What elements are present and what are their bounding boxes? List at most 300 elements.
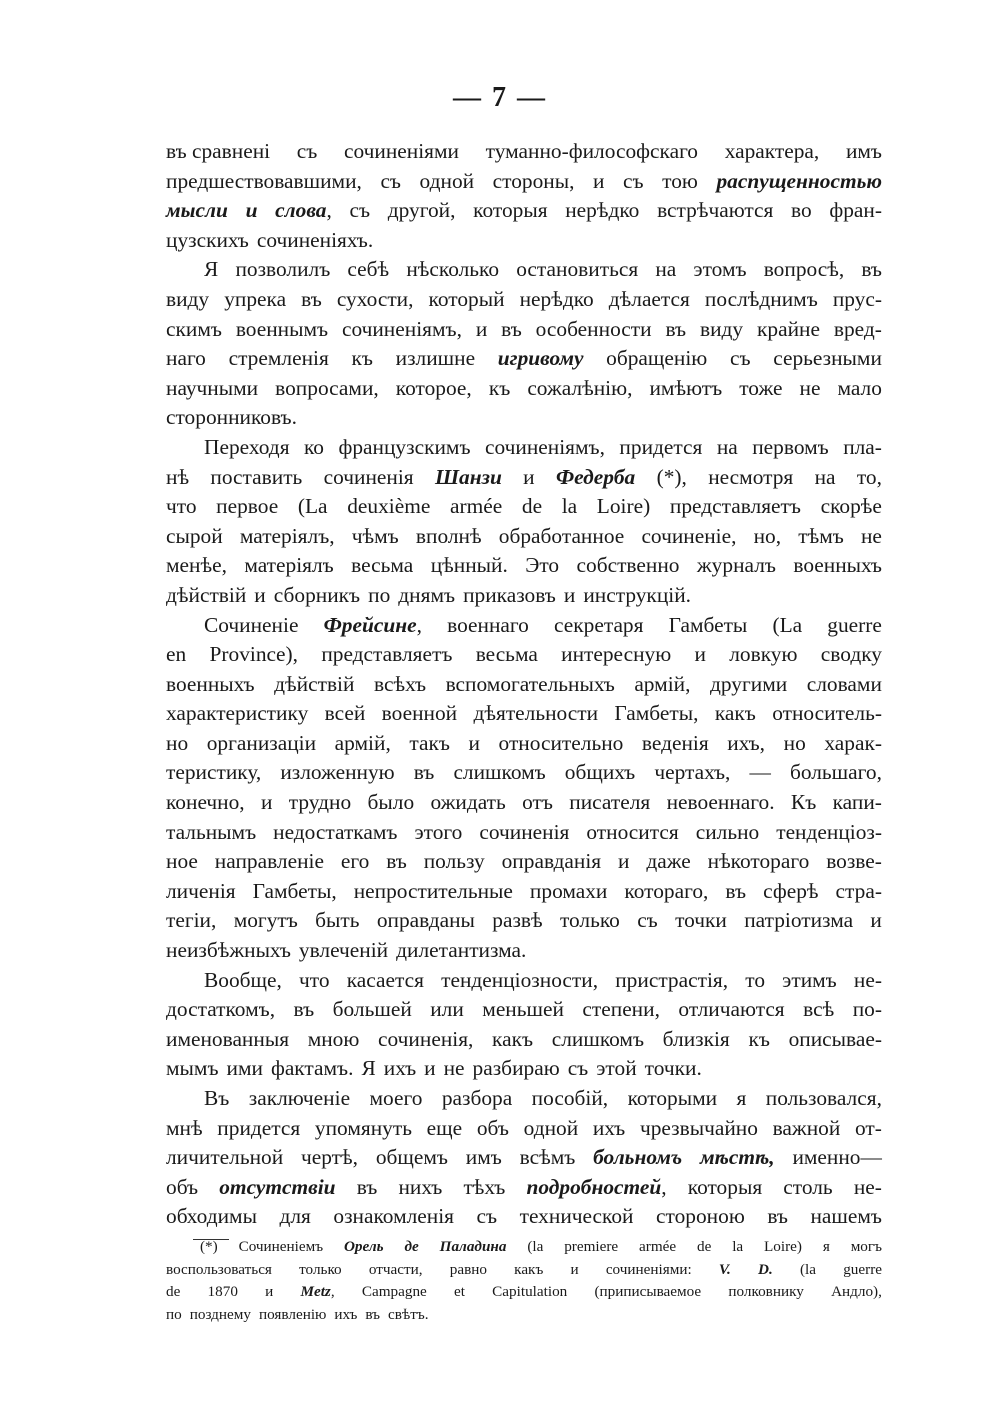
word: придется — [217, 1115, 301, 1140]
word: недостаткамъ — [273, 819, 398, 844]
word: вопросѣ, — [763, 257, 845, 282]
word: патріотизма — [744, 908, 854, 933]
body-line — [166, 551, 882, 581]
word: въ — [386, 849, 407, 874]
word: позднему — [189, 1305, 251, 1323]
word: (приписываемое — [594, 1283, 702, 1301]
word: де — [404, 1238, 419, 1255]
word: слова, — [275, 198, 332, 223]
body-line — [166, 1114, 882, 1144]
footnote-line — [166, 1259, 882, 1282]
word: секретаря — [554, 612, 644, 637]
body-line — [166, 137, 882, 167]
word: личенія — [166, 878, 236, 903]
word: нѣ — [166, 464, 190, 489]
word: мымъ — [166, 1056, 219, 1081]
word: больномъ — [593, 1145, 683, 1170]
body-line — [166, 226, 882, 256]
word: журналъ — [696, 553, 776, 578]
word: увлеченій — [298, 938, 389, 963]
body-line — [166, 877, 882, 907]
body-line — [166, 966, 882, 996]
word: въ сравнені — [166, 139, 271, 163]
word: имъ — [465, 1145, 502, 1170]
body-line — [166, 1173, 882, 1203]
word: обращенію — [606, 346, 708, 371]
word: дѣлается — [608, 286, 690, 311]
word: ихъ — [383, 1056, 417, 1081]
word: я — [736, 1086, 747, 1110]
word: заключеніе — [248, 1086, 351, 1110]
word: Я — [361, 1056, 376, 1081]
word: Гамбеты — [668, 612, 748, 637]
body-line — [166, 196, 882, 226]
word: по — [166, 1305, 182, 1323]
word: наго — [166, 346, 206, 371]
word: представляетъ — [669, 494, 801, 519]
word: не — [860, 523, 882, 548]
word: военнымъ — [235, 316, 329, 341]
word: мѣстѣ, — [699, 1145, 775, 1170]
word: но — [783, 730, 806, 755]
word: Шанзи — [434, 464, 502, 489]
body-line — [166, 640, 882, 670]
word: guerre — [843, 1260, 882, 1278]
word: цѣнный. — [430, 553, 508, 578]
word: столь — [783, 1174, 833, 1199]
word: которое, — [395, 375, 472, 400]
word: именованныя — [166, 1026, 290, 1051]
word: Сочиненіе — [204, 612, 299, 637]
word: игривому — [497, 346, 584, 371]
word: общемъ — [375, 1145, 448, 1170]
word: мною — [307, 1026, 360, 1051]
word: съ — [476, 1204, 498, 1229]
word: французскимъ — [338, 434, 471, 459]
word: ихъ, — [727, 730, 766, 755]
word: имъ — [845, 139, 882, 163]
word: сочиненіяхъ. — [256, 227, 374, 252]
word: первомъ — [752, 434, 829, 459]
word: послѣднимъ — [704, 286, 818, 311]
word: именно— — [792, 1145, 882, 1170]
word: позволилъ — [235, 257, 331, 282]
word: пособій, — [531, 1086, 609, 1110]
footnote — [166, 1236, 882, 1326]
word: Сочиненіемъ — [238, 1238, 324, 1255]
word: съ — [567, 1056, 589, 1081]
word: этомъ — [693, 257, 747, 282]
body-line — [166, 1202, 882, 1232]
word: виду — [699, 316, 744, 341]
word: излишне — [395, 346, 476, 371]
body-line — [166, 818, 882, 848]
word: которыя — [473, 198, 548, 223]
word: всѣмъ — [519, 1145, 576, 1170]
word: одной — [523, 1115, 579, 1140]
word: пользовался, — [765, 1086, 882, 1110]
word: пристрастія, — [615, 967, 729, 992]
body-line — [166, 285, 882, 315]
word: относится — [586, 819, 679, 844]
word: сухости, — [336, 286, 414, 311]
word: остановиться — [516, 257, 639, 282]
word: Фрейсине, — [323, 612, 422, 637]
word: мало — [837, 375, 882, 400]
word: военныхъ — [793, 553, 882, 578]
word: отъ — [522, 790, 553, 815]
word: сочиненіе, — [641, 523, 737, 548]
body-line — [166, 374, 882, 404]
word: но — [166, 730, 189, 755]
word: de — [696, 1238, 712, 1255]
word: собственно — [576, 553, 680, 578]
word: ознакомленія — [333, 1204, 455, 1229]
word: вопросами, — [275, 375, 379, 400]
word: сторонниковъ. — [166, 405, 297, 430]
body-line — [166, 581, 882, 611]
body-line — [166, 403, 882, 433]
word: пла- — [843, 434, 882, 459]
word: сочиненіями — [344, 139, 459, 163]
word: сырой — [166, 523, 223, 548]
word: и — [694, 642, 706, 667]
word: Орель — [343, 1238, 384, 1255]
word: обработанное — [498, 523, 625, 548]
word: тегіи, — [166, 908, 217, 933]
word: сочиненіямъ, — [341, 316, 462, 341]
word: de — [166, 1283, 181, 1301]
word: (La — [772, 612, 803, 637]
word: себѣ — [347, 257, 390, 282]
word: нѣсколько — [406, 257, 500, 282]
word: весьма — [351, 553, 414, 578]
word: только — [559, 908, 620, 933]
word: капи- — [832, 790, 882, 815]
word: только — [299, 1260, 342, 1278]
word: и — [424, 1056, 436, 1081]
word: непростительные — [353, 878, 513, 903]
word: (*), — [656, 464, 687, 489]
word: матеріялъ — [244, 553, 334, 578]
word: цузскихъ — [166, 227, 249, 252]
word: вспомогательныхъ — [445, 671, 615, 696]
word: серьезными — [773, 346, 882, 371]
word: первое — [216, 494, 279, 519]
word: то — [745, 967, 766, 992]
body-line — [166, 758, 882, 788]
word: en — [166, 642, 187, 667]
word: скорѣе — [820, 494, 882, 519]
body-line — [166, 433, 882, 463]
word: полковнику — [728, 1283, 804, 1301]
word: сочиненія, — [378, 1026, 474, 1051]
word: организаціи — [206, 730, 317, 755]
word: Capitulation — [492, 1283, 568, 1301]
word: то, — [856, 464, 882, 489]
word: появленію — [258, 1305, 327, 1323]
word: и — [570, 1260, 579, 1278]
word: касается — [346, 967, 424, 992]
body-line — [166, 255, 882, 285]
word: стороною — [656, 1204, 745, 1229]
word: упомянуть — [314, 1115, 412, 1140]
word: обходимы — [166, 1204, 257, 1229]
word: технической — [519, 1204, 634, 1229]
word: характеристику — [166, 701, 309, 726]
word: чрезвычайно — [639, 1115, 758, 1140]
body-line — [166, 1025, 882, 1055]
word: промахи — [529, 878, 608, 903]
word: армій, — [334, 730, 391, 755]
footnote-line — [166, 1304, 882, 1327]
word: но, — [753, 523, 782, 548]
word: и — [468, 730, 480, 755]
word: la — [732, 1238, 744, 1255]
word: къ — [748, 1026, 770, 1051]
word: слишкомъ — [453, 760, 546, 785]
body-line — [166, 788, 882, 818]
word: въ — [356, 1174, 378, 1199]
word: личительной — [166, 1145, 284, 1170]
word: его — [340, 849, 370, 874]
word: чертахъ, — [654, 760, 731, 785]
body-line — [166, 463, 882, 493]
word: относительно — [498, 730, 624, 755]
word: ими — [226, 1056, 263, 1081]
word: и — [618, 849, 630, 874]
word: относитель- — [772, 701, 882, 726]
word: ко — [304, 434, 325, 459]
word: сборникъ — [273, 582, 361, 607]
word: на — [814, 464, 836, 489]
body-line — [166, 995, 882, 1025]
word: днямъ — [398, 582, 456, 607]
word: мнѣ — [166, 1115, 203, 1140]
word: во — [791, 198, 812, 223]
word: въ — [501, 316, 522, 341]
word: по- — [852, 997, 882, 1022]
body-line — [166, 492, 882, 522]
word: сферѣ — [763, 878, 819, 903]
word: изложенную — [280, 760, 395, 785]
word: от- — [854, 1115, 882, 1140]
word: военныхъ — [166, 671, 255, 696]
word: не — [799, 375, 821, 400]
word: близкія — [662, 1026, 730, 1051]
word: трудно — [288, 790, 352, 815]
word: даже — [646, 849, 691, 874]
word: прус- — [832, 286, 882, 311]
word: виду — [166, 286, 210, 311]
word: ожидать — [430, 790, 506, 815]
word: точки. — [644, 1056, 702, 1081]
word: сочиненія — [479, 819, 570, 844]
word: стороны, — [492, 168, 575, 193]
word: нѣкотораго — [707, 849, 810, 874]
word: какъ — [714, 701, 756, 726]
word: менѣе, — [166, 553, 227, 578]
word: встрѣчаются — [657, 198, 774, 223]
word: разбора — [441, 1086, 513, 1110]
word: несмотря — [708, 464, 794, 489]
word: по — [368, 582, 391, 607]
word: къ — [351, 346, 373, 371]
word: весьма — [475, 642, 538, 667]
word: premiere — [564, 1238, 619, 1255]
body-line — [166, 936, 882, 966]
word: крайне — [757, 316, 820, 341]
word: нашемъ — [810, 1204, 882, 1229]
word: которыя — [687, 1174, 763, 1199]
word: съ — [729, 346, 751, 371]
word: писателя — [569, 790, 651, 815]
word: тѣмъ — [798, 523, 844, 548]
word: сочиненіямъ, — [484, 434, 605, 459]
word: распущенностью — [716, 168, 882, 193]
word: тою — [662, 168, 698, 193]
word: — — [749, 760, 771, 785]
word: въ — [301, 286, 322, 311]
word: могъ — [850, 1238, 882, 1255]
word: еще — [426, 1115, 463, 1140]
word: ихъ — [334, 1305, 358, 1323]
word: что — [299, 967, 330, 992]
word: который — [428, 286, 505, 311]
word: Loire) — [596, 494, 651, 519]
word: и — [563, 582, 576, 607]
word: одной — [419, 168, 475, 193]
word: ловкую — [729, 642, 798, 667]
word: характера, — [724, 139, 820, 163]
word: сочиненіями: — [605, 1260, 692, 1278]
word: сочиненія — [323, 464, 414, 489]
word: невоеннаго. — [666, 790, 775, 815]
word: армій, — [634, 671, 691, 696]
body-line — [166, 611, 882, 641]
word: точки — [675, 908, 727, 933]
word: на — [655, 257, 677, 282]
word: Переходя — [204, 434, 290, 459]
word: (La — [297, 494, 328, 519]
word: такъ — [409, 730, 450, 755]
word: не — [443, 1056, 465, 1081]
word: военнаго — [447, 612, 529, 637]
word: и — [593, 168, 605, 193]
word: было — [367, 790, 415, 815]
word: съ — [380, 168, 401, 193]
word: имѣютъ — [649, 375, 723, 400]
word: важной — [772, 1115, 841, 1140]
word: не- — [853, 1174, 882, 1199]
word: достаткомъ, — [166, 997, 276, 1022]
word: объ — [476, 1115, 509, 1140]
word: тоже — [739, 375, 783, 400]
word: какъ — [514, 1260, 544, 1278]
word: инструкцій. — [583, 582, 692, 607]
word: или — [430, 997, 464, 1022]
body-line — [166, 906, 882, 936]
word: воспользоваться — [166, 1260, 272, 1278]
word: мысли — [166, 198, 228, 223]
word: Loire) — [764, 1238, 802, 1255]
word: et — [454, 1283, 465, 1301]
body-line — [166, 344, 882, 374]
word: и — [870, 908, 882, 933]
word: для — [279, 1204, 311, 1229]
word: всей — [324, 701, 366, 726]
body-line — [166, 167, 882, 197]
word: armée — [639, 1238, 677, 1255]
word: deuxième — [347, 494, 431, 519]
word: разбираю — [472, 1056, 560, 1081]
word: и — [245, 198, 258, 223]
word: Федерба — [555, 464, 636, 489]
word: быть — [315, 908, 360, 933]
word: (la — [799, 1260, 817, 1278]
word: словами — [806, 671, 882, 696]
word: въ — [767, 1204, 788, 1229]
body-line — [166, 1054, 882, 1084]
word: котораго, — [624, 878, 709, 903]
word: этого — [414, 819, 463, 844]
word: большаго, — [789, 760, 882, 785]
word: de — [521, 494, 543, 519]
word: и — [265, 1283, 274, 1301]
word: моего — [369, 1086, 423, 1110]
word: веденія — [641, 730, 709, 755]
word: скимъ — [166, 316, 222, 341]
word: Гамбеты, — [614, 701, 699, 726]
word: научными — [166, 375, 259, 400]
word: вред- — [833, 316, 882, 341]
word: фран- — [829, 198, 882, 223]
word: Я — [204, 257, 219, 282]
word: вполнѣ — [415, 523, 482, 548]
body-line — [166, 847, 882, 877]
word: представляетъ — [321, 642, 453, 667]
word: что — [166, 494, 197, 519]
word: Къ — [790, 790, 817, 815]
body-text — [166, 137, 882, 1232]
word: (la — [527, 1238, 544, 1255]
word: упрека — [224, 286, 287, 311]
word: равно — [449, 1260, 487, 1278]
word: направленіе — [214, 849, 324, 874]
word: съ — [349, 198, 371, 223]
word: на — [716, 434, 738, 459]
word: Это — [525, 553, 560, 578]
word: отличаются — [678, 997, 785, 1022]
word: тальнымъ — [166, 819, 257, 844]
word: тенденціоз- — [776, 819, 882, 844]
word: не- — [853, 967, 882, 992]
word: въ — [365, 1305, 381, 1323]
word: этимъ — [782, 967, 837, 992]
word: могутъ — [233, 908, 298, 933]
word: съ — [623, 168, 644, 193]
word: въ — [725, 878, 747, 903]
word: туманно-философскаго — [485, 139, 699, 163]
word: отчасти, — [368, 1260, 423, 1278]
word: развѣ — [492, 908, 543, 933]
word: Campagne — [361, 1283, 427, 1301]
word: пользу — [423, 849, 485, 874]
word: всѣ — [803, 997, 835, 1022]
word: чѣмъ — [351, 523, 399, 548]
word: конечно, — [166, 790, 245, 815]
word: подробностей, — [526, 1174, 667, 1199]
